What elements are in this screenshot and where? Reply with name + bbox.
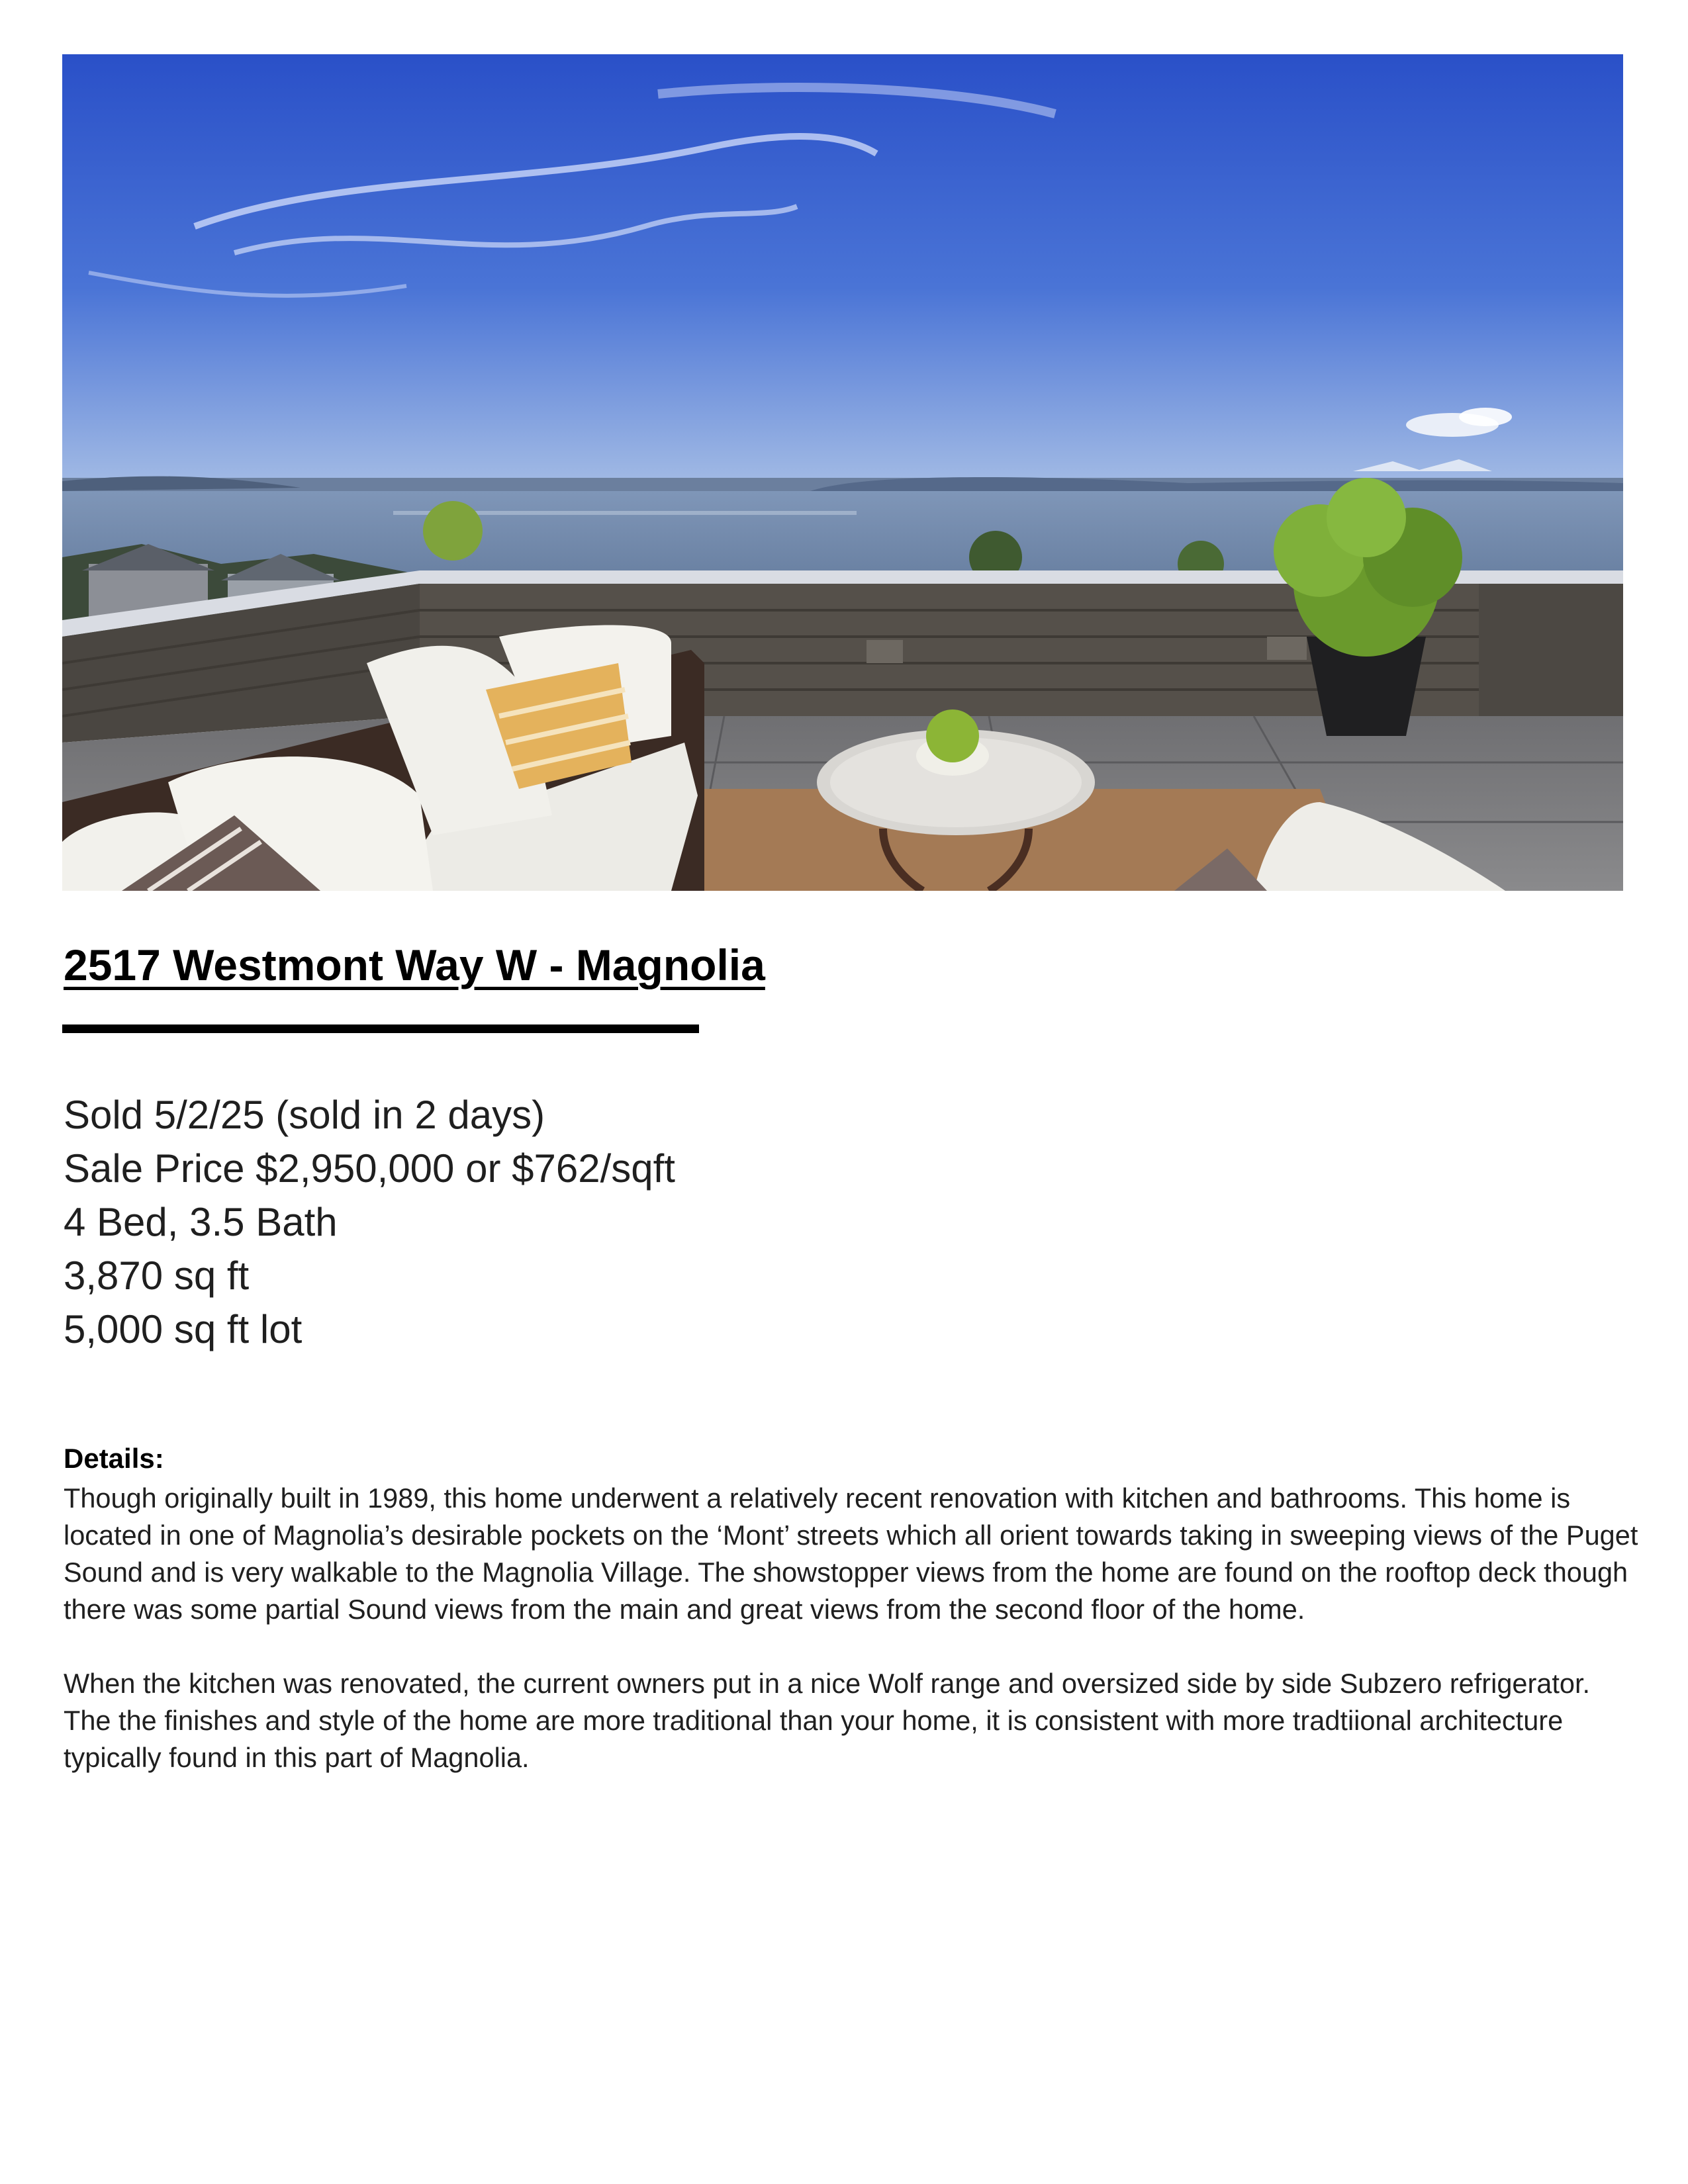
square-footage: 3,870 sq ft — [64, 1253, 250, 1298]
hero-photo — [62, 54, 1623, 891]
sold-date: Sold 5/2/25 (sold in 2 days) — [64, 1093, 545, 1137]
details-paragraph-1: Though originally built in 1989, this home underwent a relatively recent renovation with kitchen and bathrooms. This home is located in one of Magnolia’s desirable pockets on the ‘Mont’ streets which all orient towards taking in sweeping views of the Puget Sound and is very walkable to the Magnolia Village. The showstopper views from the home are found on the rooftop deck though there was some partial Sound views from the main and great views from the second floor of the home. — [64, 1482, 1638, 1625]
details-body — [64, 1480, 1639, 1813]
details-heading: Details: — [64, 1443, 164, 1474]
title-divider — [62, 1024, 699, 1033]
rooftop-deck-photo-icon — [62, 54, 1623, 891]
bed-bath: 4 Bed, 3.5 Bath — [64, 1200, 338, 1244]
lot-size: 5,000 sq ft lot — [64, 1307, 303, 1351]
sale-price: Sale Price $2,950,000 or $762/sqft — [64, 1146, 675, 1191]
listing-facts — [64, 1088, 675, 1356]
details-paragraph-2: When the kitchen was renovated, the current owners put in a nice Wolf range and oversized side by side Subzero refrigerator. The the finishes and style of the home are more traditional than your home, it is consistent with more tradtiional architecture typically found in this part of Magnolia. — [64, 1668, 1591, 1773]
listing-title: 2517 Westmont Way W - Magnolia — [64, 940, 765, 989]
